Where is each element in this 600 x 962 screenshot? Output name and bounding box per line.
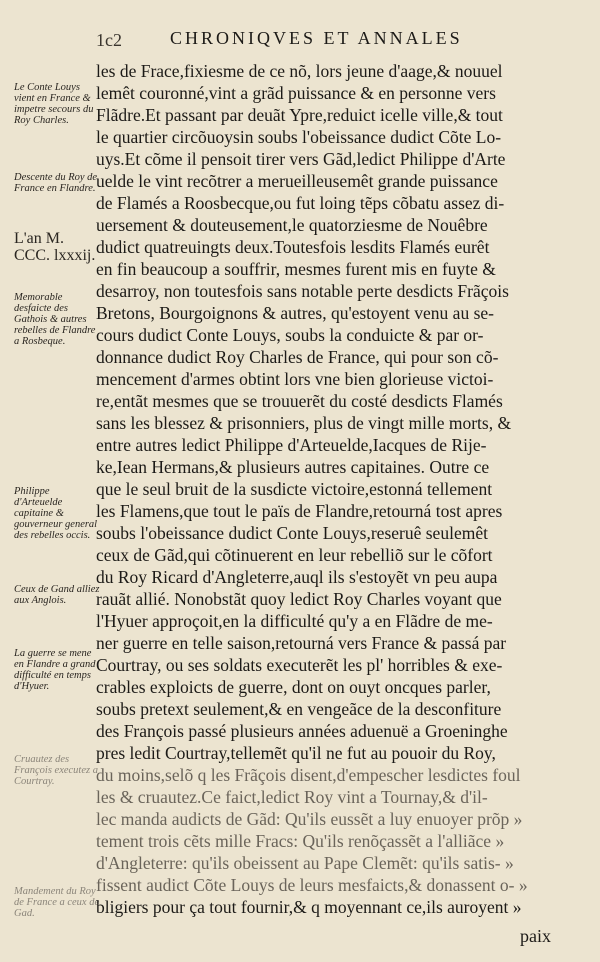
body-line: soubs pretext seulement,& en vengeãce de la desconfiture	[96, 699, 502, 719]
margin-note: Ceux de Gand alliez aux Anglois.	[14, 584, 100, 606]
body-line: en fin beaucoup a souffrir, mesmes furent mis en fuyte &	[96, 259, 496, 279]
body-line: des François passé plusieurs années aduenuë a Groeninghe	[96, 721, 508, 741]
margin-note: Le Conte Louys vient en France & impetre secours du Roy Charles.	[14, 82, 94, 126]
body-line: Courtray, ou ses soldats executerẽt les pl' horribles & exe-	[96, 655, 503, 675]
margin-note: Mandement du Roy de France a ceux de Gad.	[14, 886, 100, 919]
body-line: desarroy, non toutesfois sans notable perte desdicts Frãçois	[96, 281, 509, 301]
body-line: ner guerre en telle saison,retourná vers France & passá par	[96, 633, 507, 653]
body-line: les & cruautez.Ce faict,ledict Roy vint a Tournay,& d'il-	[96, 787, 488, 807]
body-line: le quartier circõuoysin soubs l'obeissance dudict Cõte Lo-	[96, 127, 502, 147]
margin-note: L'an M. CCC. lxxxij.	[14, 230, 96, 264]
body-line: rauãt allié. Nonobstãt quoy ledict Roy Charles voyant que	[96, 589, 502, 609]
body-line: uersement & douteusement,le quatorziesme de Nouêbre	[96, 215, 488, 235]
margin-note: Cruautez des François executez a Courtray.	[14, 754, 98, 787]
page-number: 1c2	[96, 30, 122, 50]
body-line: re,entãt mesmes que se trouuerẽt du costé desdicts Flamés	[96, 391, 503, 411]
body-line: uys.Et cõme il pensoit tirer vers Gãd,ledict Philippe d'Arte	[96, 149, 506, 169]
body-line: mencement d'armes obtint lors vne bien glorieuse victoi-	[96, 369, 494, 389]
body-line: pres ledit Courtray,tellemẽt qu'il ne fut au pouoir du Roy,	[96, 743, 496, 763]
body-line: entre autres ledict Philippe d'Arteuelde,Iacques de Rije-	[96, 435, 487, 455]
body-line: lemêt couronné,vint a grãd puissance & en personne vers	[96, 83, 496, 103]
body-line: cours dudict Conte Louys, soubs la conduicte & par or-	[96, 325, 484, 345]
body-line: lec manda audicts de Gãd: Qu'ils eussẽt a luy enuoyer prõp »	[96, 809, 523, 829]
margin-note: La guerre se mene en Flandre a grand difficulté en temps d'Hyuer.	[14, 648, 96, 692]
body-line: d'Angleterre: qu'ils obeissent au Pape Clemẽt: qu'ils satis- »	[96, 853, 514, 873]
body-line: les de Frace,fixiesme de ce nõ, lors jeune d'aage,& nouuel	[96, 61, 503, 81]
margin-note: Descente du Roy de France en Flandre.	[14, 172, 98, 194]
body-line: ke,Iean Hermans,& plusieurs autres capitaines. Outre ce	[96, 457, 490, 477]
body-line: l'Hyuer approçoit,en la difficulté qu'y a en Flãdre de me-	[96, 611, 493, 631]
body-line: crables exploicts de guerre, dont on ouyt oncques parler,	[96, 677, 491, 697]
margin-note: Memorable desfaicte des Gathois & autres rebelles de Flandre a Rosbeque.	[14, 292, 96, 347]
body-line: de Flamés a Roosbecque,ou fut loing tẽps cõbatu assez di-	[96, 193, 505, 213]
body-line: dudict quatreuingts deux.Toutesfois lesdits Flamés eurêt	[96, 237, 490, 257]
body-line: ceux de Gãd,qui cõtinuerent en leur rebelliõ sur le cõfort	[96, 545, 493, 565]
body-line: les Flamens,que tout le païs de Flandre,retourná tost apres	[96, 501, 503, 521]
catchword: paix	[520, 926, 551, 946]
running-head: CHRONIQVES ET ANNALES	[170, 28, 463, 48]
body-line: sans les blessez & prisonniers, plus de vingt mille morts, &	[96, 413, 512, 433]
body-line: du moins,selõ q les Frãçois disent,d'empescher lesdictes foul	[96, 765, 521, 785]
body-line: Flãdre.Et passant par deuãt Ypre,reduict icelle ville,& tout	[96, 105, 503, 125]
body-line: uelde le vint recõtrer a merueilleusemêt grande puissance	[96, 171, 498, 191]
body-line: soubs l'obeissance dudict Conte Louys,reseruê seulemêt	[96, 523, 488, 543]
body-line: Bretons, Bourgoignons & autres, qu'estoyent venu au se-	[96, 303, 494, 323]
body-line: donnance dudict Roy Charles de France, qui pour son cõ-	[96, 347, 499, 367]
body-line: tement trois cẽts mille Fracs: Qu'ils renõçassẽt a l'alliãce »	[96, 831, 505, 851]
margin-note: Philippe d'Arteuelde capitaine & gouverneur general des rebelles occis.	[14, 486, 98, 541]
body-line: que le seul bruit de la susdicte victoire,estonná tellement	[96, 479, 493, 499]
body-line: fissent audict Cõte Louys de leurs mesfaicts,& donassent o- »	[96, 875, 528, 895]
body-line: du Roy Ricard d'Angleterre,auql ils s'estoyẽt vn peu aupa	[96, 567, 498, 587]
body-line: bligiers pour ça tout fournir,& q moyennant ce,ils auroyent »	[96, 897, 522, 917]
